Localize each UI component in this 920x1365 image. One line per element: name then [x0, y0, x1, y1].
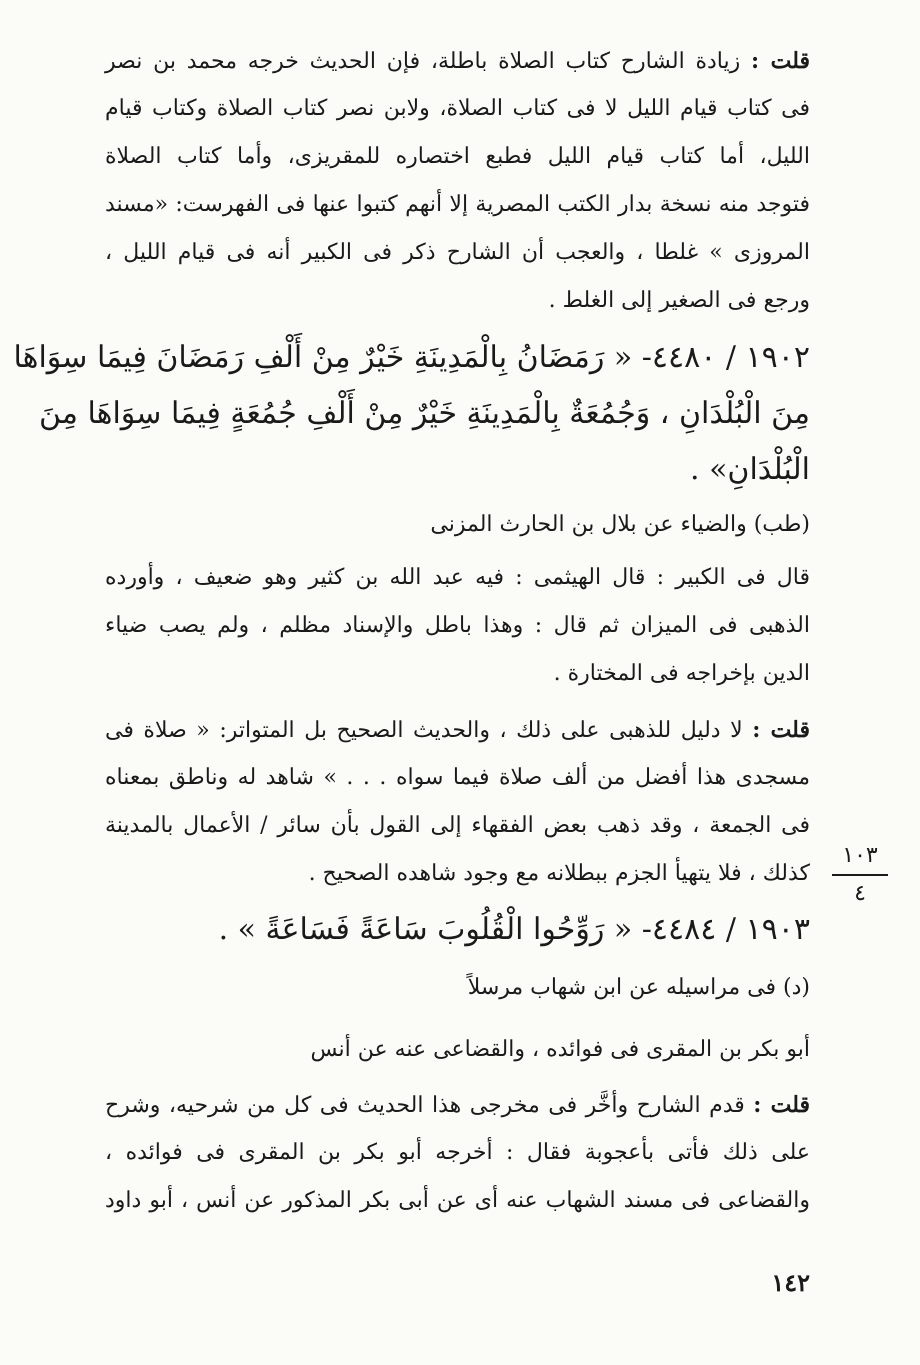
- text-line: فتوجد منه نسخة بدار الكتب المصرية إلا أنهم كتبوا عنها فى الفهرست: «مسند: [105, 192, 810, 217]
- qult-label: قلت :: [751, 48, 810, 74]
- text-line: ورجع فى الصغير إلى الغلط .: [548, 288, 810, 313]
- line-text: لا دليل للذهبى على ذلك ، والحديث الصحيح بل المتواتر: « صلاة فى: [105, 718, 753, 743]
- text-line: فى الجمعة ، وقد ذهب بعض الفقهاء إلى القول بأن سائر / الأعمال بالمدينة: [105, 813, 810, 838]
- hadith-line: الْبُلْدَانِ» .: [690, 452, 810, 487]
- qult-label: قلت :: [752, 717, 810, 743]
- margin-reference: [832, 842, 888, 908]
- text-line: فى كتاب قيام الليل لا فى كتاب الصلاة، ولابن نصر كتاب الصلاة وكتاب قيام: [105, 96, 810, 121]
- margin-ref-top: ١٠٣: [842, 843, 878, 868]
- source-line: أبو بكر بن المقرى فى فوائده ، والقضاعى عنه عن أنس: [310, 1037, 810, 1062]
- text-line: كذلك ، فلا يتهيأ الجزم ببطلانه مع وجود شاهده الصحيح .: [308, 861, 810, 886]
- text-line: الذهبى فى الميزان ثم قال : وهذا باطل والإسناد مظلم ، ولم يصب ضياء: [105, 613, 810, 638]
- source-line: (د) فى مراسيله عن ابن شهاب مرسلاً: [467, 975, 810, 1000]
- text-line: مسجدى هذا أفضل من ألف صلاة فيما سواه . . . » شاهد له وناطق بمعناه: [105, 765, 810, 790]
- hadith-line: مِنَ الْبُلْدَانِ ، وَجُمُعَةٌ بِالْمَدِينَةِ خَيْرٌ مِنْ أَلْفِ جُمُعَةٍ فِيمَا سِوَاهَا مِنَ: [39, 396, 810, 431]
- text-line: الدين بإخراجه فى المختارة .: [553, 661, 810, 686]
- line-text: قدم الشارح وأخَّر فى مخرجى هذا الحديث فى كل من شرحيه، وشرح: [105, 1093, 754, 1118]
- page-number: ١٤٢: [771, 1268, 810, 1297]
- margin-ref-rule: [832, 874, 888, 876]
- hadith-line: ١٩٠٣ / ٤٤٨٤- « رَوِّحُوا الْقُلُوبَ سَاعَةً فَسَاعَةً » .: [218, 912, 810, 947]
- text-line: [105, 46, 810, 77]
- text-line: قال فى الكبير : قال الهيثمى : فيه عبد الله بن كثير وهو ضعيف ، وأورده: [105, 565, 810, 590]
- text-line: والقضاعى فى مسند الشهاب عنه أى عن أبى بكر المذكور عن أنس ، أبو داود: [105, 1188, 810, 1213]
- text-line: على ذلك فأتى بأعجوبة فقال : أخرجه أبو بكر بن المقرى فى فوائده ،: [105, 1140, 810, 1165]
- hadith-line: ١٩٠٢ / ٤٤٨٠- « رَمَضَانُ بِالْمَدِينَةِ خَيْرٌ مِنْ أَلْفِ رَمَضَانَ فِيمَا سِوَاهَا: [13, 340, 810, 375]
- text-line: الليل، أما كتاب قيام الليل فطبع اختصاره للمقريزى، وأما كتاب الصلاة: [105, 144, 810, 169]
- text-line: [105, 1090, 810, 1121]
- qult-label: قلت :: [753, 1092, 810, 1118]
- text-line: المروزى » غلطا ، والعجب أن الشارح ذكر فى الكبير أنه فى قيام الليل ،: [105, 240, 810, 265]
- text-line: [105, 715, 810, 746]
- source-line: (طب) والضياء عن بلال بن الحارث المزنى: [430, 512, 810, 537]
- margin-ref-bottom: ٤: [854, 881, 866, 906]
- line-text: زيادة الشارح كتاب الصلاة باطلة، فإن الحديث خرجه محمد بن نصر: [105, 49, 752, 74]
